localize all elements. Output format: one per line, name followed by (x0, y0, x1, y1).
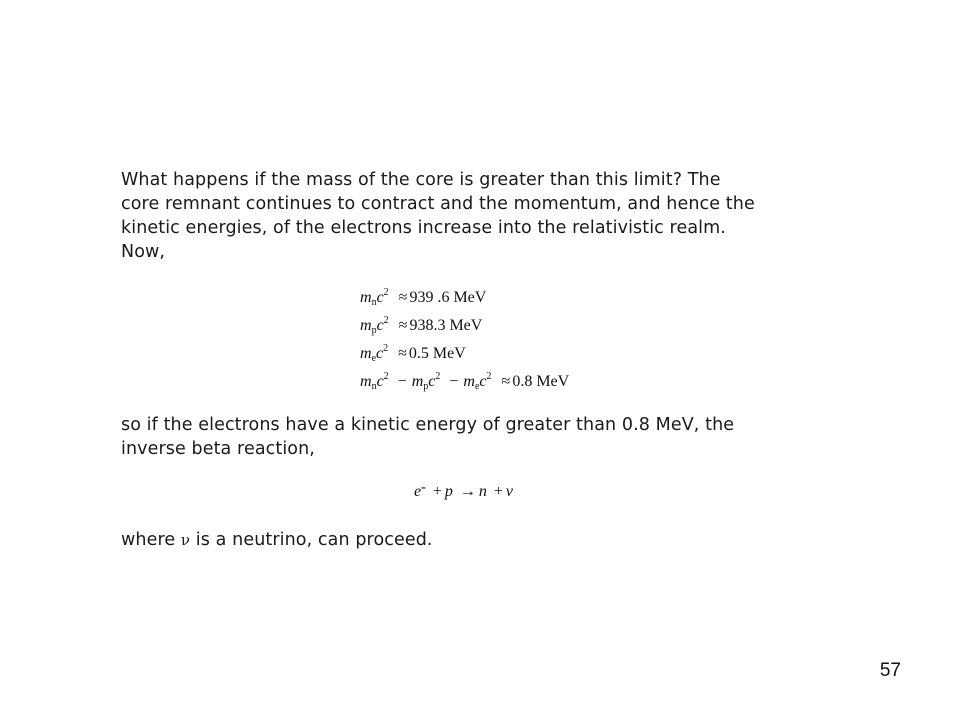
inverse-beta-reaction-equation (414, 478, 513, 506)
light-speed-symbol: c (376, 345, 384, 362)
approx-symbol: ≈ (398, 345, 407, 362)
electron-symbol: e (414, 483, 422, 500)
neutrino-text-after: is a neutrino, can proceed. (190, 530, 433, 550)
energy-difference-value: 0.8 MeV (512, 373, 570, 390)
intro-line-4: Now, (121, 242, 166, 262)
neutrino-line (121, 528, 821, 552)
light-speed-symbol: c (479, 373, 487, 390)
reaction-intro-line-2: inverse beta reaction, (121, 439, 315, 459)
proton-rest-energy-equation (360, 312, 569, 340)
neutron-rest-energy-equation (360, 284, 569, 312)
intro-line-2: core remnant continues to contract and the momentum, and hence the (121, 194, 755, 214)
electron-rest-energy-equation (360, 340, 569, 368)
neutrino-paragraph (121, 528, 821, 552)
exponent: 2 (383, 343, 389, 354)
mass-symbol: m (360, 345, 372, 362)
neutron-subscript: n (371, 381, 377, 392)
neutron-energy-value: 939 .6 MeV (409, 289, 487, 306)
intro-paragraph (121, 168, 821, 264)
proton-subscript: p (423, 381, 429, 392)
mass-symbol: m (463, 373, 475, 390)
approx-symbol: ≈ (398, 289, 408, 306)
electron-energy-value: 0.5 MeV (408, 345, 466, 362)
arrow-symbol: → (459, 483, 476, 500)
plus-symbol: + (493, 483, 503, 500)
neutron-symbol: n (478, 483, 487, 500)
exponent: 2 (383, 315, 389, 326)
light-speed-symbol: c (376, 289, 384, 306)
mass-symbol: m (360, 317, 372, 334)
neutrino-symbol: ν (505, 483, 513, 500)
approx-symbol: ≈ (398, 317, 408, 334)
mass-energy-equations (360, 284, 569, 396)
neutron-subscript: n (371, 297, 377, 308)
exponent: 2 (383, 287, 389, 298)
exponent: 2 (383, 371, 389, 382)
mass-symbol: m (411, 373, 424, 390)
reaction-intro-paragraph (121, 413, 821, 461)
electron-charge: - (421, 480, 426, 495)
light-speed-symbol: c (376, 317, 384, 334)
electron-subscript: e (474, 381, 480, 392)
minus-symbol: − (449, 373, 459, 390)
electron-subscript: e (371, 353, 377, 364)
mass-symbol: m (360, 373, 372, 390)
minus-symbol: − (397, 373, 407, 390)
neutrino-inline-symbol: ν (180, 531, 191, 549)
proton-energy-value: 938.3 MeV (409, 317, 483, 334)
neutrino-text-before: where (121, 530, 181, 550)
proton-subscript: p (371, 325, 377, 336)
energy-difference-equation (360, 368, 569, 396)
exponent: 2 (486, 371, 492, 382)
approx-symbol: ≈ (501, 373, 511, 390)
reaction-intro-line-1: so if the electrons have a kinetic energy of greater than 0.8 MeV, the (121, 415, 735, 435)
page-number: 57 (879, 660, 901, 681)
proton-symbol: p (444, 483, 453, 500)
exponent: 2 (435, 371, 441, 382)
mass-symbol: m (360, 289, 372, 306)
intro-line-1: What happens if the mass of the core is greater than this limit? The (121, 170, 721, 190)
light-speed-symbol: c (428, 373, 436, 390)
intro-line-3: kinetic energies, of the electrons increase into the relativistic realm. (121, 218, 726, 238)
light-speed-symbol: c (376, 373, 384, 390)
plus-symbol: + (432, 483, 442, 500)
